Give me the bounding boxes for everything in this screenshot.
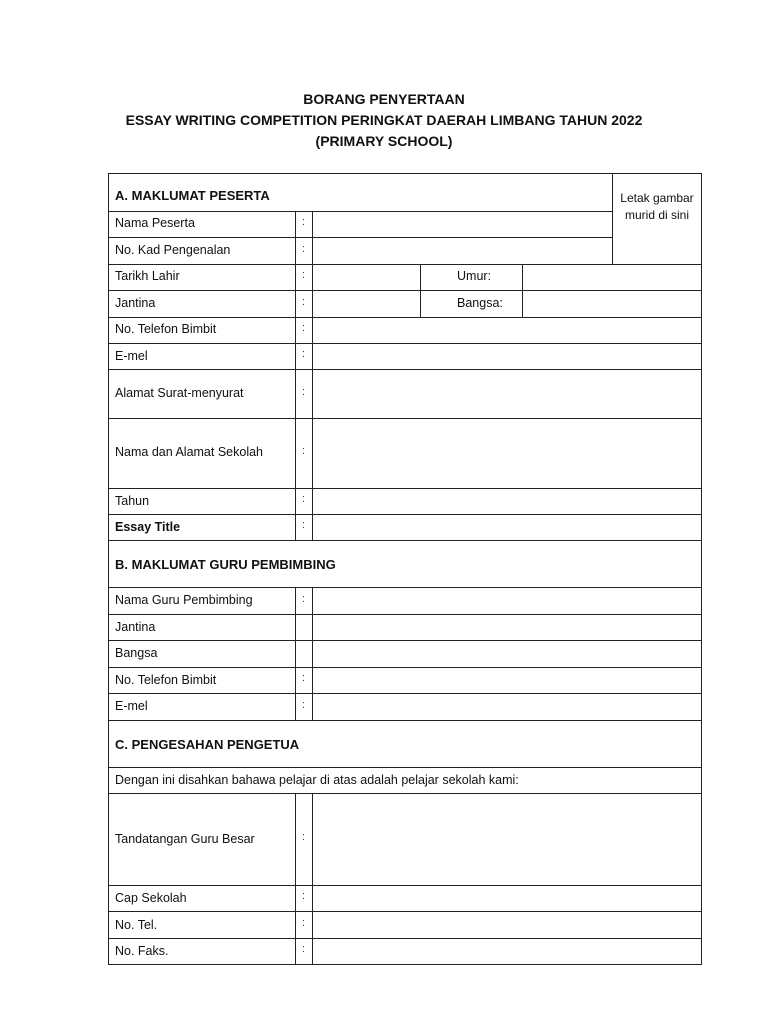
table-border-left: [108, 173, 109, 965]
row-divider: [108, 720, 702, 721]
label-no-tel: No. Tel.: [115, 918, 158, 932]
row-divider: [108, 343, 702, 344]
colon-separator: :: [302, 295, 306, 308]
section-c-heading: C. PENGESAHAN PENGETUA: [115, 737, 300, 752]
label-guru-telefon: No. Telefon Bimbit: [115, 673, 217, 687]
declaration-text: Dengan ini disahkan bahawa pelajar di atas adalah pelajar sekolah kami:: [115, 773, 519, 787]
row-divider: [108, 514, 702, 515]
colon-separator: :: [302, 242, 306, 255]
row-divider: [108, 885, 702, 886]
row-divider: [108, 211, 613, 212]
colon-separator: :: [302, 943, 306, 955]
colon-separator: :: [302, 592, 306, 605]
row-divider: [108, 767, 702, 768]
column-divider: [420, 264, 421, 317]
label-tandatangan: Tandatangan Guru Besar: [115, 832, 255, 846]
column-divider: [312, 793, 313, 964]
row-divider: [108, 667, 702, 668]
column-divider: [522, 264, 523, 317]
label-guru-emel: E-mel: [115, 699, 148, 713]
label-telefon-bimbit: No. Telefon Bimbit: [115, 322, 217, 336]
label-tahun: Tahun: [115, 494, 150, 508]
row-divider: [108, 488, 702, 489]
row-divider: [108, 237, 613, 238]
colon-separator: :: [302, 698, 306, 711]
colon-separator: :: [302, 322, 306, 334]
row-divider: [108, 793, 702, 794]
row-divider: [108, 911, 702, 912]
photo-placeholder: Letak gambar murid di sini: [620, 191, 694, 222]
label-tarikh-lahir: Tarikh Lahir: [115, 269, 180, 283]
label-nama-guru: Nama Guru Pembimbing: [115, 593, 253, 607]
form-title: BORANG PENYERTAAN: [303, 91, 465, 107]
colon-separator: :: [302, 445, 306, 457]
colon-separator: :: [302, 385, 306, 398]
label-alamat: Alamat Surat-menyurat: [115, 386, 244, 400]
row-divider: [108, 418, 702, 419]
colon-separator: :: [302, 348, 306, 360]
row-divider: [108, 587, 702, 588]
label-kad-pengenalan: No. Kad Pengenalan: [115, 243, 231, 257]
column-divider: [295, 211, 296, 540]
table-border-bottom: [108, 964, 702, 965]
row-divider: [108, 640, 702, 641]
colon-separator: :: [302, 269, 306, 281]
colon-separator: :: [302, 493, 306, 505]
colon-separator: :: [302, 916, 306, 929]
column-divider: [295, 587, 296, 720]
row-divider: [108, 369, 702, 370]
row-divider: [108, 290, 702, 291]
column-divider: [312, 211, 313, 540]
colon-separator: :: [302, 890, 306, 902]
column-divider: [295, 793, 296, 964]
form-category: (PRIMARY SCHOOL): [315, 133, 453, 149]
colon-separator: :: [302, 216, 306, 228]
row-divider: [108, 614, 702, 615]
table-border-right: [701, 173, 702, 965]
label-nama-peserta: Nama Peserta: [115, 216, 195, 230]
colon-separator: :: [302, 672, 306, 684]
label-nama-alamat-sekolah: Nama dan Alamat Sekolah: [115, 445, 264, 459]
label-emel: E-mel: [115, 349, 148, 363]
form-subtitle: ESSAY WRITING COMPETITION PERINGKAT DAERAH LIMBANG TAHUN 2022: [125, 112, 643, 128]
row-divider: [108, 693, 702, 694]
row-divider: [108, 264, 702, 265]
label-no-faks: No. Faks.: [115, 944, 169, 958]
row-divider: [108, 938, 702, 939]
section-b-heading: B. MAKLUMAT GURU PEMBIMBING: [115, 557, 336, 572]
label-cap-sekolah: Cap Sekolah: [115, 891, 187, 905]
row-divider: [108, 317, 702, 318]
label-essay-title: Essay Title: [115, 520, 181, 534]
label-jantina: Jantina: [115, 296, 156, 310]
colon-separator: :: [302, 519, 306, 531]
column-divider: [312, 587, 313, 720]
label-bangsa: Bangsa:: [457, 296, 503, 310]
row-divider: [108, 540, 702, 541]
label-guru-bangsa: Bangsa: [115, 646, 158, 660]
colon-separator: :: [302, 831, 306, 843]
label-umur: Umur:: [457, 269, 492, 283]
section-a-heading: A. MAKLUMAT PESERTA: [115, 188, 270, 203]
label-guru-jantina: Jantina: [115, 620, 156, 634]
